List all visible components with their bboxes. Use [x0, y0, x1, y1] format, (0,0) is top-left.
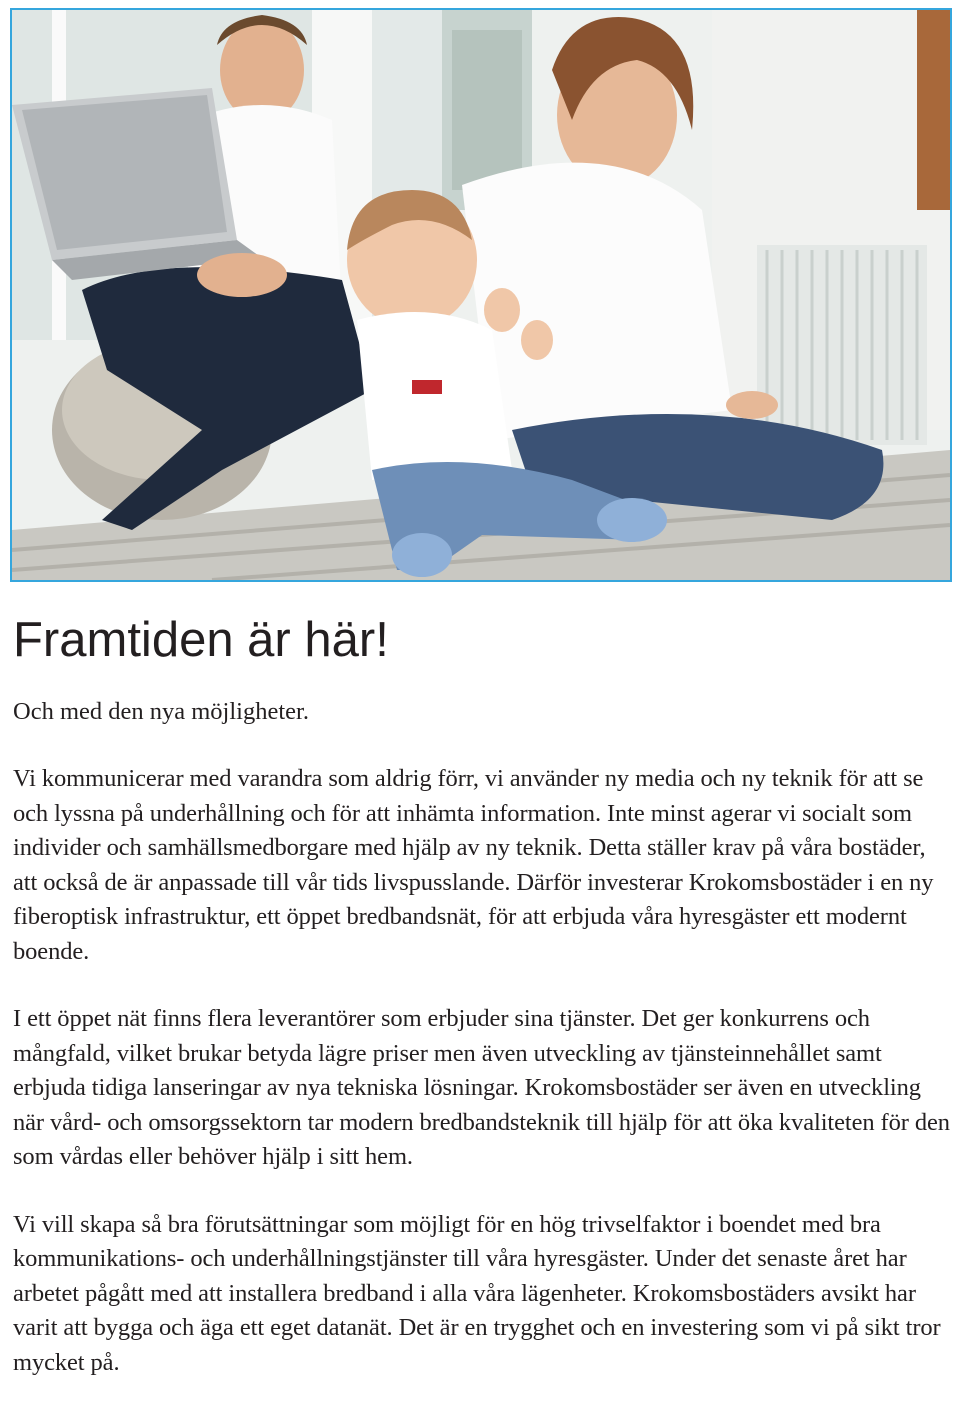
family-photo-illustration: [12, 10, 950, 580]
paragraph-1: Vi kommunicerar med varandra som aldrig förr, vi använder ny media och ny teknik för att se och lyssna på underhållning och för att inhämta information. Inte minst agerar vi socialt som individer och samhällsmedborgare med hjälp av ny teknik. Detta ställer krav på våra bostäder, att också de är anpassade till vår tids livspusslande. Därför investerar Krokomsbostäder i en ny fiberoptisk infrastruktur, ett öppet bredbandsnät, för att erbjuda våra hyresgäster ett modernt boende.: [13, 765, 934, 965]
paragraph-3: Vi vill skapa så bra förutsättningar som möjligt för en hög trivselfaktor i boendet med bra kommunikations- och underhållningstjänster till våra hyresgäster. Under det senaste året har arbetet pågått med att installera bredband i alla våra lägenheter. Krokomsbostäders avsikt har varit att bygga och äga ett eget datanät. Det är en trygghet och en investering som vi på sikt tror mycket på.: [13, 1210, 941, 1376]
paragraph-2: I ett öppet nät finns flera leverantörer som erbjuder sina tjänster. Det ger konkurrens och mångfald, vilket brukar betyda lägre priser men även utveckling av tjänsteinnehållet samt erbjuda tidiga lanseringar av nya tekniska lösningar. Krokomsbostäder ser även en utveckling när vård- och omsorgssektorn tar modern bredbandsteknik till hjälp för att öka kvaliteten för den som vårdas eller behöver hjälp i sitt hem.: [13, 1005, 950, 1170]
article-body: [13, 762, 953, 1413]
intro-text: Och med den nya möjligheter.: [13, 698, 309, 725]
page-title: Framtiden är här!: [13, 613, 389, 667]
hero-photo: [10, 8, 952, 582]
